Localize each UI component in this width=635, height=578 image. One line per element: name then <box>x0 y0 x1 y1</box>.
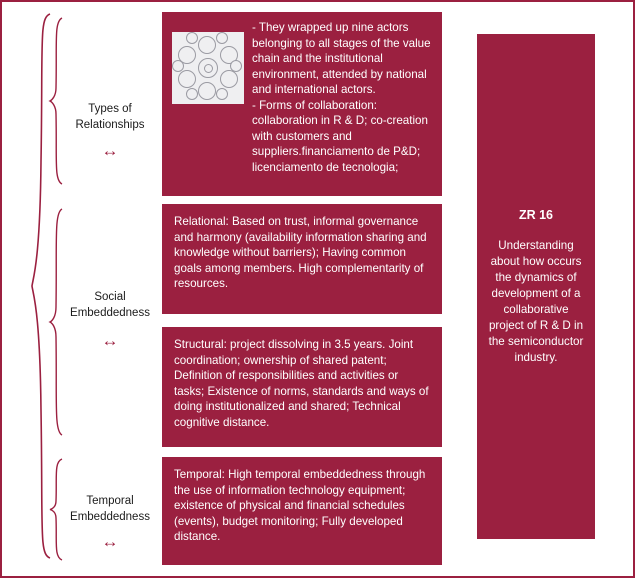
card-text: Structural: project dissolving in 3.5 years. Joint coordination; ownership of shared patent; Definition of responsibilities and activities or tasks; Existence of norms, standards and ways of doing institutionalized and shared; Technical cognitive distance. <box>174 338 429 429</box>
group-label-line1: Temporal <box>86 495 134 507</box>
group-arrow-social-embeddedness: ↔ <box>101 331 119 350</box>
brace-social-embeddedness <box>48 207 64 437</box>
summary-body: Understanding about how occurs the dynamics of development of a collaborative project of R & D in the semiconductor industry. <box>488 239 584 365</box>
network-circles-figure <box>172 32 244 104</box>
group-label-temporal-embeddedness <box>58 494 162 525</box>
group-label-line2: Embeddedness <box>70 510 150 523</box>
card-text: Relational: Based on trust, informal governance and harmony (availability information sharing and knowledge without barriers); Having common goals among members. High complementarity of resources. <box>174 215 427 291</box>
group-label-line2: Embeddedness <box>70 306 150 319</box>
card-structural <box>162 327 442 447</box>
group-label-social-embeddedness <box>58 290 162 321</box>
card-relational <box>162 204 442 314</box>
group-label-line1: Social <box>94 291 126 303</box>
card-text: Temporal: High temporal embeddedness through the use of information technology equipment; existence of physical and financial schedules (events), budget monitoring; Fully developed distance. <box>174 468 426 544</box>
group-arrow-temporal-embeddedness: ↔ <box>101 532 119 551</box>
summary-box-zr16 <box>477 34 595 539</box>
card-text: - They wrapped up nine actors belonging to all stages of the value chain and the institutional environment, attended by national and international actors. - Forms of collaboration: collaboration in R & D; co-creation with customers and suppliers.financiamento de P&D; licenciamento de tecnologia; <box>252 21 431 174</box>
group-arrow-types-of-relationships: ↔ <box>101 141 119 160</box>
card-types-of-relationships <box>162 12 442 196</box>
group-label-types-of-relationships <box>62 102 158 133</box>
card-temporal <box>162 457 442 565</box>
brace-types-of-relationships <box>48 16 64 186</box>
group-label-line1: Types of <box>88 103 132 115</box>
summary-title: ZR 16 <box>518 207 554 222</box>
group-label-line2: Relationships <box>75 118 145 131</box>
